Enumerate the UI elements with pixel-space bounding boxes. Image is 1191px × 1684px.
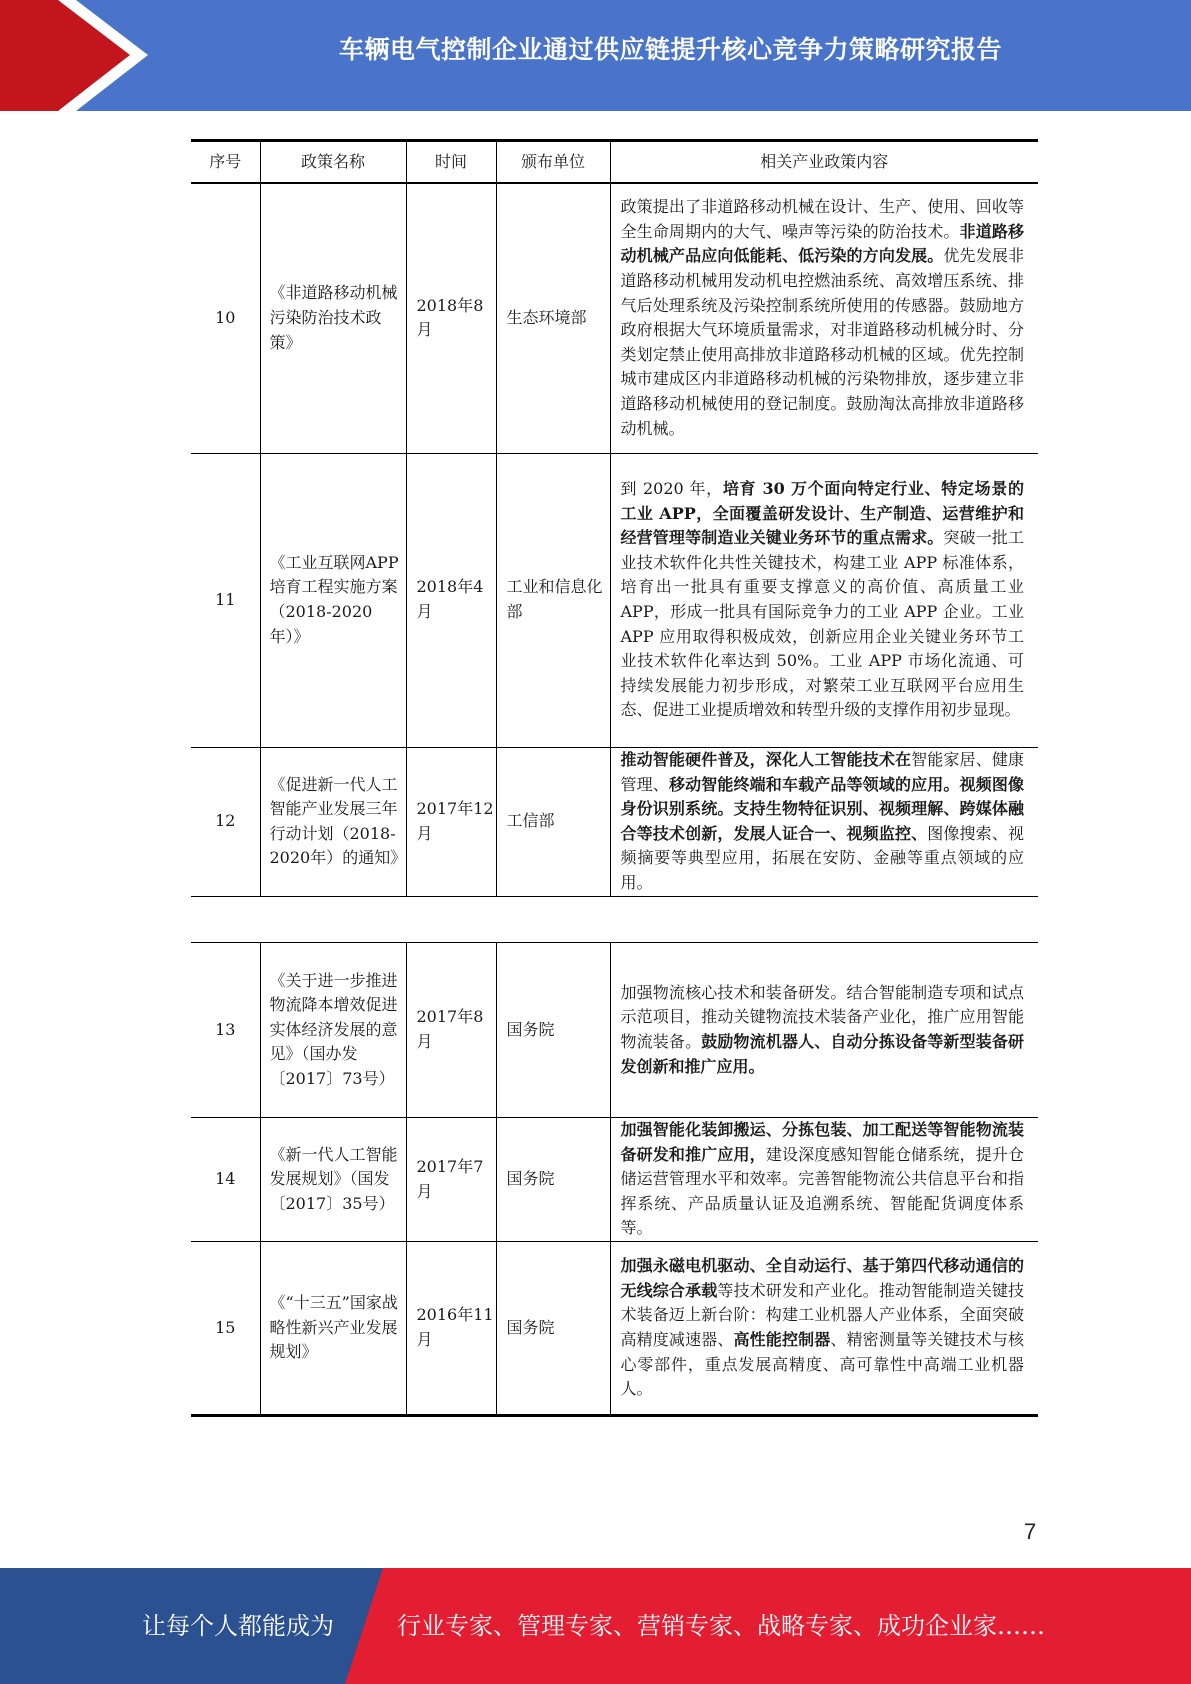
row-number: 15 [191,1242,260,1416]
policy-content [610,747,1038,896]
policy-content [610,943,1038,1118]
content-segment: 智能家居、健康管理、 [620,749,1024,794]
content-segment: 突破一批工业技术软件化共性关键技术，构建工业 APP 标准体系，培育出一批具有重要支撑意义的高价值、高质量工业 APP，形成一批具有国际竞争力的工业 APP 企业。工业 APP 应用取得积极成效，创新应用企业关键业务环节工业技术软件化率达到 50%。工业 APP 市场化流通、可持续发展能力初步形成，对繁荣工业互联网平台应用生态、促进工业提质增效和转型升级的支撑作用初步显现。 [620,528,1024,720]
table-row [191,943,1038,1118]
policy-issuer: 生态环境部 [496,183,610,453]
policy-time: 2017年7月 [406,1118,496,1242]
footer-banner [0,1568,1191,1684]
content-segment: 优先发展非道路移动机械用发动机电控燃油系统、高效增压系统、排气后处理系统及污染控制系统所使用的传感器。鼓励地方政府根据大气环境质量需求，对非道路移动机械分时、分类划定禁止使用高排放非道路移动机械的区域。优先控制城市建成区内非道路移动机械的污染物排放，逐步建立非道路移动机械使用的登记制度。鼓励淘汰高排放非道路移动机械。 [620,246,1024,438]
content-bold-segment: 鼓励物流机器人、自动分拣设备等新型装备研发创新和推广应用。 [620,1032,1024,1076]
policy-name: 《关于进一步推进物流降本增效促进实体经济发展的意见》（国办发〔2017〕73号） [260,943,406,1118]
column-header-number: 序号 [191,141,260,184]
page-number: 7 [1024,1519,1037,1544]
row-number: 14 [191,1118,260,1242]
row-number: 10 [191,183,260,453]
table-row [191,747,1038,896]
content-bold-segment: 非道路移动机械产品应向低能耗、低污染的方向发展。 [620,221,1024,266]
content-segment: 到 2020 年， [620,479,723,499]
policy-table-top [191,139,1038,896]
policy-content [610,1242,1038,1416]
header-chevron-decoration [0,0,160,111]
content-bold-segment: 加强永磁电机驱动、全自动运行、基于第四代移动通信的无线综合承载 [620,1256,1024,1300]
table-header-row [191,141,1038,184]
policy-content [610,183,1038,453]
policy-issuer: 工信部 [496,747,610,896]
table-row [191,453,1038,747]
table-row [191,1242,1038,1416]
column-header-issuer: 颁布单位 [496,141,610,184]
footer-slogan-right: 行业专家、管理专家、营销专家、战略专家、成功企业家…… [397,1612,1045,1640]
table-bottom-rule [191,896,1038,897]
policy-issuer: 国务院 [496,1242,610,1416]
policy-name: 《“十三五”国家战略性新兴产业发展规划》 [260,1242,406,1416]
policy-name: 《新一代人工智能发展规划》（国发〔2017〕35号） [260,1118,406,1242]
table-row [191,1118,1038,1242]
content-bold-segment: 培育 30 万个面向特定行业、特定场景的工业 APP，全面覆盖研发设计、生产制造、运营维护和经营管理等制造业关键业务环节的重点需求。 [620,479,1024,548]
policy-content [610,1118,1038,1242]
row-number: 11 [191,453,260,747]
policy-time: 2016年11月 [406,1242,496,1416]
content-bold-segment: 加强智能化装卸搬运、分拣包装、加工配送等智能物流装备研发和推广应用， [620,1120,1024,1164]
policy-table-bottom [191,942,1038,1417]
policy-name: 《工业互联网APP培育工程实施方案（2018-2020年）》 [260,453,406,747]
policy-time: 2018年4月 [406,453,496,747]
content-segment: 、精密测量等关键技术与核心零部件，重点发展高精度、高可靠性中高端工业机器人。 [620,1330,1024,1399]
content-segment: 等技术研发和产业化。 [717,1280,879,1300]
footer-slogan-left: 让每个人都能成为 [142,1612,334,1640]
content-segment: 推动智能制造关键技术装备迈上新台阶：构建工业机器人产业体系，全面突破高精度减速器、 [620,1280,1024,1349]
policy-issuer: 国务院 [496,1118,610,1242]
header-banner [0,0,1191,111]
column-header-content: 相关产业政策内容 [610,141,1038,184]
content-bold-segment: 高性能控制器 [733,1330,831,1349]
policy-time: 2017年12月 [406,747,496,896]
policy-name: 《非道路移动机械污染防治技术政策》 [260,183,406,453]
row-number: 12 [191,747,260,896]
content-segment: 加强物流核心技术和装备研发。结合智能制造专项和试点示范项目，推动关键物流技术装备产业化，推广应用智能物流装备。 [620,982,1024,1051]
content-segment: 图像搜索、视频摘要等典型应用，拓展在安防、金融等重点领域的应用。 [620,823,1024,892]
policy-time: 2018年8月 [406,183,496,453]
report-title: 车辆电气控制企业通过供应链提升核心竞争力策略研究报告 [338,35,1002,64]
row-number: 13 [191,943,260,1118]
policy-content [610,453,1038,747]
content-bold-segment: 移动智能终端和车载产品等领域的应用。视频图像身份识别系统。支持生物特征识别、视频理解、跨媒体融合等技术创新，发展人证合一、视频监控、 [620,774,1024,843]
policy-name: 《促进新一代人工智能产业发展三年行动计划（2018-2020年）的通知》 [260,747,406,896]
content-bold-segment: 推动智能硬件普及，深化人工智能技术在 [620,749,912,769]
column-header-policy-name: 政策名称 [260,141,406,184]
policy-issuer: 工业和信息化部 [496,453,610,747]
column-header-time: 时间 [406,141,496,184]
table-row [191,183,1038,453]
content-segment: 建设深度感知智能仓储系统，提升仓储运营管理水平和效率。完善智能物流公共信息平台和指挥系统、产品质量认证及追溯系统、智能配货调度体系等。 [620,1144,1024,1238]
policy-time: 2017年8月 [406,943,496,1118]
content-segment: 政策提出了非道路移动机械在设计、生产、使用、回收等全生命周期内的大气、噪声等污染的防治技术。 [620,197,1024,241]
policy-issuer: 国务院 [496,943,610,1118]
